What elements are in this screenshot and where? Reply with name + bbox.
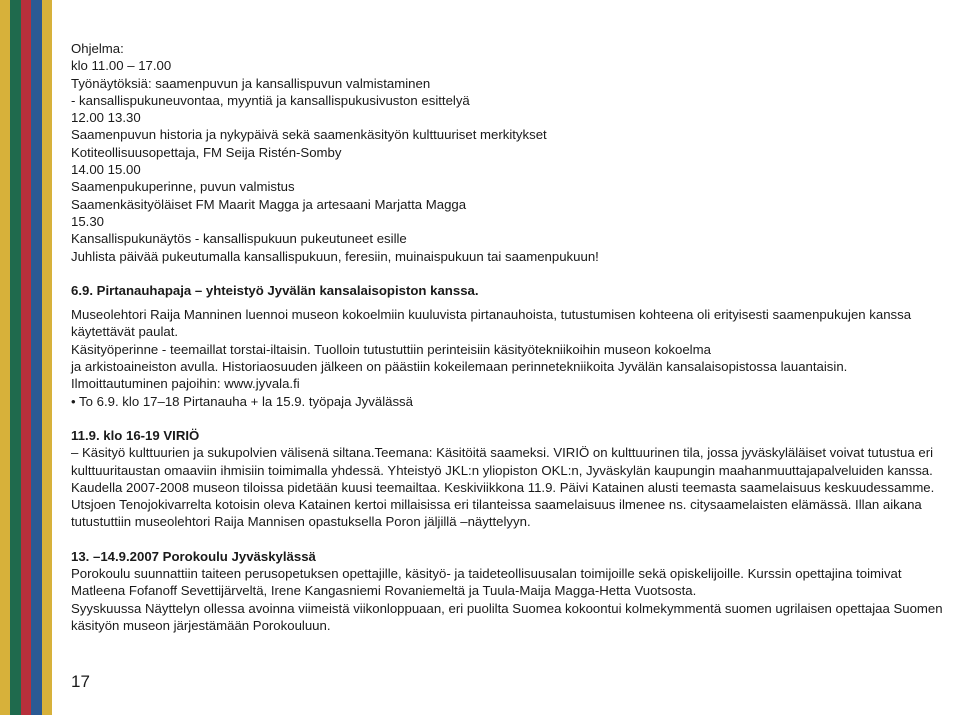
pirtanauha-paragraph: ja arkistoaineiston avulla. Historiaosuuden jälkeen on päästiin kokeilemaan perinnetekniikoita Jyvälän kansalaisopistossa lauantaisin. [71, 359, 848, 375]
virio-section [71, 427, 955, 531]
spacer [71, 531, 955, 548]
stripe-yellow-1 [0, 0, 10, 715]
program-line: 15.30 [71, 213, 105, 229]
program-line: Kansallispukunäytös - kansallispukuun pukeutuneet esille [71, 231, 407, 247]
spacer [71, 265, 955, 282]
porokoulu-body: Syyskuussa Näyttelyn ollessa avoinna viimeistä viikonloppuaan, eri puolilta Suomea kokoontui kolmekymmentä suomen ugrilaisen opettajaa Suomen käsityön museon järjestämään Porokouluun. [71, 600, 943, 633]
program-heading: Ohjelma: [71, 41, 124, 56]
page-content [71, 40, 955, 634]
pirtanauha-link-line: Ilmoittautuminen pajoihin: www.jyvala.fi [71, 376, 300, 392]
virio-body: – Käsityö kulttuurien ja sukupolvien välisenä siltana.Teemana: Käsitöitä saameksi. VIRIÖ on kulttuurinen tila, jossa jyväskyläläiset voivat tutustua eri kulttuuritaustan omaaviin ihmisiin toimimalla yhdessä. Yhteistyö JKL:n yliopiston OKL:n, Jyväskylän kaupungin maahanmuuttajapalveluiden kanssa. Kaudella 2007-2008 museon tiloissa pidetään kuusi teemailtaa. Keskiviikkona 11.9. Päivi Katainen alusti teemasta saamelaisuus keskuudessamme. Utsjoen Tenojokivarrelta kotoisin oleva Katainen kertoi millaisissa eri tilanteissa saamelaisuus ilmenee ns. citysaamelaisten elämässä. Illan aikana tutustuttiin museolehtori Raija Mannisen opastuksella Poron jäljillä –näyttelyyn. [71, 445, 935, 530]
program-section [71, 40, 955, 265]
pirtanauha-paragraph: Käsityöperinne - teemaillat torstai-iltaisin. Tuolloin tutustuttiin perinteisiin käsityötekniikoihin museon kokoelma [71, 341, 711, 357]
stripe-red [21, 0, 31, 715]
program-line: Saamenpukuperinne, puvun valmistus [71, 179, 295, 195]
program-line: Saamenkäsityöläiset FM Maarit Magga ja artesaani Marjatta Magga [71, 196, 467, 212]
program-line: Kotiteollisuusopettaja, FM Seija Ristén-Somby [71, 144, 342, 160]
pirtanauha-paragraph: Museolehtori Raija Manninen luennoi museon kokoelmiin kuuluvista pirtanauhoista, tutustumisen kohteena oli erityisesti saamenpukujen kanssa käytettävät paulat. [71, 307, 912, 340]
pirtanauha-bullet: • To 6.9. klo 17–18 Pirtanauha + la 15.9. työpaja Jyvälässä [71, 393, 413, 409]
program-line: Juhlista päivää pukeutumalla kansallispukuun, feresiin, muinaispukuun tai saamenpukuun! [71, 248, 599, 264]
spacer [71, 410, 955, 427]
stripe-green [10, 0, 21, 715]
porokoulu-section [71, 548, 955, 634]
program-line: 14.00 15.00 [71, 162, 141, 178]
porokoulu-body: Porokoulu suunnattiin taiteen perusopetuksen opettajille, käsityö- ja taideteollisuusalan toimijoille sekä opiskelijoille. Kurssin opettajina toimivat Matleena Fofanoff Sevettijärveltä, Irene Kangasniemi Rovaniemeltä ja Tuula-Maija Magga-Hetta Vuotsosta. [71, 566, 902, 599]
program-line: Työnäytöksiä: saamenpuvun ja kansallispuvun valmistaminen [71, 75, 431, 91]
porokoulu-heading: 13. –14.9.2007 Porokoulu Jyväskylässä [71, 548, 316, 564]
program-line: 12.00 13.30 [71, 110, 141, 126]
stripe-blue [31, 0, 42, 715]
pirtanauha-heading: 6.9. Pirtanauhapaja – yhteistyö Jyvälän kansalaisopiston kanssa. [71, 282, 479, 298]
pirtanauha-section [71, 282, 955, 410]
program-line: - kansallispukuneuvontaa, myyntiä ja kansallispukusivuston esittelyä [71, 92, 470, 108]
program-line: klo 11.00 – 17.00 [71, 58, 172, 74]
stripe-yellow-2 [42, 0, 52, 715]
program-line: Saamenpuvun historia ja nykypäivä sekä saamenkäsityön kulttuuriset merkitykset [71, 127, 547, 143]
spacer [71, 299, 955, 306]
page-number: 17 [71, 672, 90, 691]
virio-heading: 11.9. klo 16-19 VIRIÖ [71, 427, 200, 443]
